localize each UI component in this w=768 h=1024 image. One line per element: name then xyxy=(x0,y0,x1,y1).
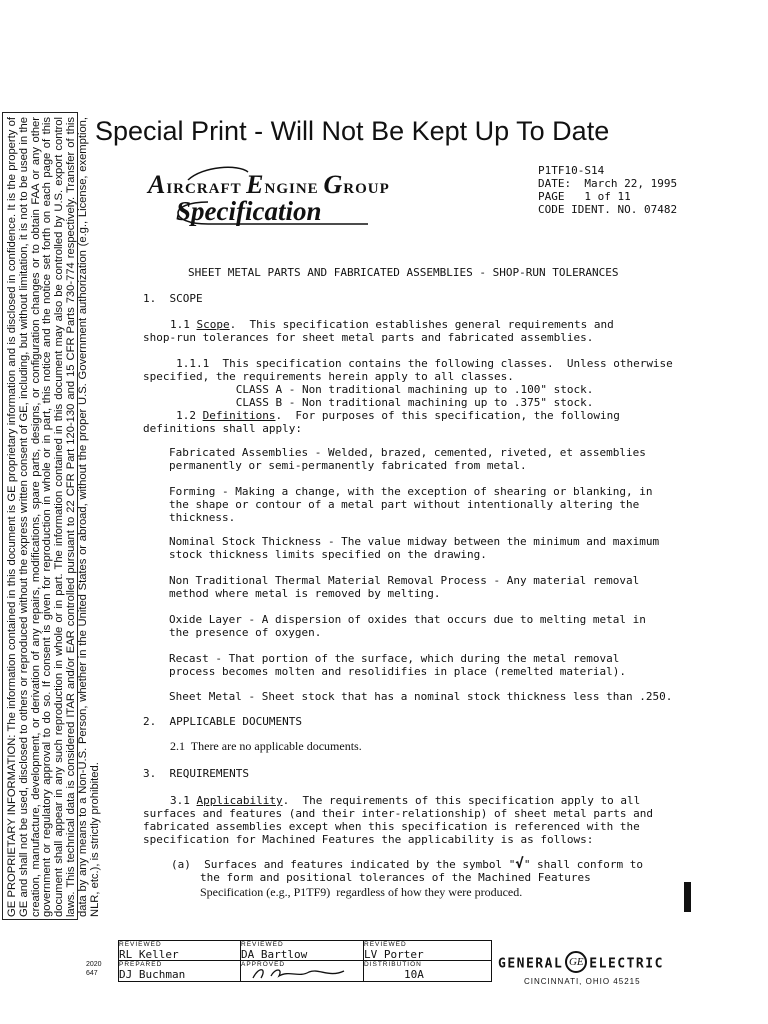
logo-specification-script: Specification xyxy=(176,196,322,226)
logo-line-company: AIRCRAFT ENGINE GROUP xyxy=(148,170,390,199)
general-electric-logo: GENERAL GE ELECTRIC xyxy=(498,953,664,975)
approval-table xyxy=(118,940,492,982)
document-title: SHEET METAL PARTS AND FABRICATED ASSEMBLIES - SHOP-RUN TOLERANCES xyxy=(188,266,619,279)
definition-sheet-metal: Sheet Metal - Sheet stock that has a nominal stock thickness less than .250. xyxy=(169,690,673,703)
section-3-heading: 3. REQUIREMENTS xyxy=(143,767,249,780)
definition-fabricated-assemblies: Fabricated Assemblies - Welded, brazed, cemented, riveted, et assemblies permanently or semi-permanently fabricated from metal. xyxy=(169,446,646,472)
approver-signature-icon xyxy=(249,966,359,980)
para-3-1-a-line3: Specification (e.g., P1TF9) regardless of how they were produced. xyxy=(200,885,523,899)
reviewer-2-cell: REVIEWED DA Bartlow xyxy=(241,941,364,960)
ge-monogram-icon: GE xyxy=(565,951,587,973)
spec-date: DATE: March 22, 1995 xyxy=(538,177,678,190)
code-ident: CODE IDENT. NO. 07482 xyxy=(538,203,678,216)
reviewer-3-cell: REVIEWED LV Porter xyxy=(364,941,490,960)
aircraft-engine-group-logo xyxy=(148,162,428,232)
spec-number: P1TF10-S14 xyxy=(538,164,605,177)
para-1-1-1: 1.1.1 This specification contains the following classes. Unless otherwise specified, the requirements herein apply to all classes. CLASS A - Non traditional machining up to .100" stock. CLASS B - Non traditional machining up to .375" stock. xyxy=(143,357,673,409)
para-2-1: 2.1 There are no applicable documents. xyxy=(170,739,362,753)
proprietary-notice-text: GE PROPRIETARY INFORMATION: The information contained in this document is GE proprietary information and is disclosed in confidence. It is the property of GE and shall not be used, disclosed to others or reproduced without the express written consent of GE, including, but without limitation, it is not to be used in the creation, manufacture, development, or derivation of any repairs, modifications, spare parts, designs, or configuration changes or to obtain FAA or any other government or regulatory approval to do so. If consent is given for reproduction in whole or in part, this notice and the notice set forth on each page of this document shall appear in any such reproduction in whole or in part. The information contained in this document may also be controlled by U.S. export control laws. This technical data is considered ITAR and/or EAR controlled pursuant to 22 CFR Part 120-130 and 15 CFR Parts 730-774 respectively. Transfer of this data by any means to a Non-U.S. Person, whether in the United States or abroad, without the proper U.S. Government authorization (e.g., License, exemption, NLR, etc.), is strictly prohibited. xyxy=(6,117,101,917)
para-1-2: 1.2 Definitions. For purposes of this specification, the following definitions shall apply: xyxy=(143,409,620,435)
distribution-cell: DISTRIBUTION 10A xyxy=(364,961,490,981)
machined-feature-symbol-icon: √ xyxy=(515,856,524,872)
special-print-banner: Special Print - Will Not Be Kept Up To Date xyxy=(95,116,610,146)
para-3-1: 3.1 Applicability. The requirements of this specification apply to all xyxy=(170,794,641,807)
document-info xyxy=(538,164,677,216)
preparer-cell: PREPARED DJ Buchman xyxy=(119,961,241,981)
revision-bar-mark xyxy=(684,882,691,912)
para-1-1-line2: shop-run tolerances for sheet metal parts and fabricated assemblies. xyxy=(143,331,594,344)
definition-oxide-layer: Oxide Layer - A dispersion of oxides that occurs due to melting metal in the presence of oxygen. xyxy=(169,613,646,639)
reviewer-2-name: DA Bartlow xyxy=(241,948,308,961)
definition-nominal-stock-thickness: Nominal Stock Thickness - The value midway between the minimum and maximum stock thickness limits specified on the drawing. xyxy=(169,535,660,561)
proprietary-notice-box xyxy=(2,112,101,920)
reviewer-1-name: RL Keller xyxy=(119,948,179,961)
page-number: PAGE 1 of 11 xyxy=(538,190,631,203)
para-3-1-body: surfaces and features (and their inter-relationship) of sheet metal parts and fabricated assemblies except when this specification is referenced with the specification for Machined Features the applicability is as follows: xyxy=(143,807,653,846)
section-2-heading: 2. APPLICABLE DOCUMENTS xyxy=(143,715,302,728)
company-address: CINCINNATI, OHIO 45215 xyxy=(524,977,641,986)
para-3-1-a: (a) Surfaces and features indicated by the symbol "√" shall conform to xyxy=(171,856,644,872)
distribution-value: 10A xyxy=(404,968,424,981)
definition-thermal-removal: Non Traditional Thermal Material Removal Process - Any material removal method where metal is removed by melting. xyxy=(169,574,640,600)
para-1-1: 1.1 Scope. This specification establishes general requirements and xyxy=(170,318,614,331)
preparer-name: DJ Buchman xyxy=(119,968,186,981)
para-3-1-a-line2: the form and positional tolerances of the Machined Features xyxy=(200,871,591,884)
definition-recast: Recast - That portion of the surface, which during the metal removal process becomes molten and resolidifies in place (remelted material). xyxy=(169,652,626,678)
reviewer-1-cell: REVIEWED RL Keller xyxy=(119,941,241,960)
approver-cell: APPROVED xyxy=(241,961,364,981)
section-1-heading: 1. SCOPE xyxy=(143,292,203,305)
reviewer-3-name: LV Porter xyxy=(364,948,424,961)
form-number: 2020 647 xyxy=(86,961,102,977)
definition-forming: Forming - Making a change, with the exception of shearing or blanking, in the shape or contour of a metal part without intentionally altering the thickness. xyxy=(169,485,653,524)
